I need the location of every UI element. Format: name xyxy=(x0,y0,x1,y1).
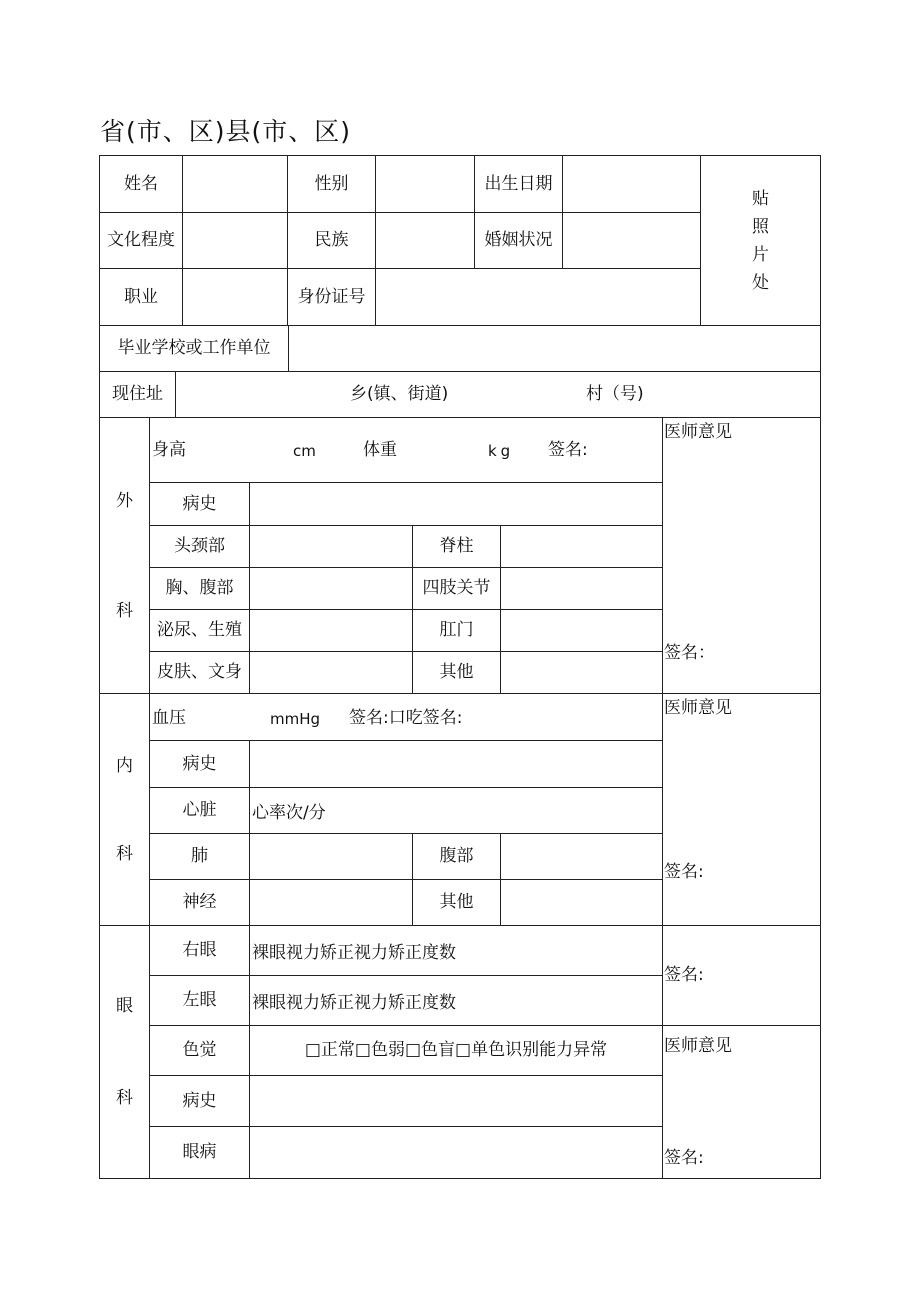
limbs-joints-field[interactable] xyxy=(500,567,663,610)
urogenital-label: 泌尿、生殖 xyxy=(149,609,250,652)
id-number-label: 身份证号 xyxy=(287,268,376,326)
bp-label: 血压 xyxy=(152,708,186,728)
anus-label: 肛门 xyxy=(412,609,501,652)
occupation-field[interactable] xyxy=(182,268,288,326)
bp-sign-text: 签名:口吃签名: xyxy=(349,708,463,728)
internal-history-label: 病史 xyxy=(149,740,250,788)
lung-field[interactable] xyxy=(249,833,413,880)
name-label: 姓名 xyxy=(99,155,183,213)
spine-label: 脊柱 xyxy=(412,525,501,568)
color-vision-label: 色觉 xyxy=(149,1025,250,1076)
internal-other-field[interactable] xyxy=(500,879,663,926)
section-char: 外 xyxy=(116,490,133,511)
eye-history-label: 病史 xyxy=(149,1075,250,1127)
internal-opinion-label: 医师意见 xyxy=(664,698,732,718)
section-char: 眼 xyxy=(116,996,133,1016)
weight-unit: kg xyxy=(488,442,515,460)
gender-label: 性别 xyxy=(287,155,376,213)
eye-disease-label: 眼病 xyxy=(149,1126,250,1179)
skin-tattoo-field[interactable] xyxy=(249,651,413,694)
photo-char: 照 xyxy=(752,216,769,237)
eye-opinion-label: 医师意见 xyxy=(664,1036,732,1056)
id-number-field[interactable] xyxy=(375,268,701,326)
surgery-history-label: 病史 xyxy=(149,482,250,526)
address-town-text: 乡(镇、街道) xyxy=(350,384,449,404)
bp-unit: mmHg xyxy=(270,710,321,728)
lung-label: 肺 xyxy=(149,833,250,880)
address-label: 现住址 xyxy=(99,371,176,418)
internal-abdomen-field[interactable] xyxy=(500,833,663,880)
color-vision-options[interactable]: □正常□色弱□色盲□单色识别能力异常 xyxy=(249,1025,663,1076)
section-char: 科 xyxy=(116,1088,133,1108)
surgery-opinion-sign: 签名： xyxy=(664,643,715,663)
address-village-text: 村（号) xyxy=(586,384,644,404)
internal-section-label xyxy=(99,693,150,926)
height-label: 身高 xyxy=(152,440,186,460)
anus-field[interactable] xyxy=(500,609,663,652)
right-eye-field[interactable]: 裸眼视力矫正视力矫正度数 xyxy=(249,925,663,976)
photo-char: 贴 xyxy=(752,188,769,209)
page-title: 省(市、区)县(市、区) xyxy=(100,117,352,146)
eye-sign-label: 签名: xyxy=(664,965,704,985)
internal-history-field[interactable] xyxy=(249,740,663,788)
right-eye-label: 右眼 xyxy=(149,925,250,976)
heart-label: 心脏 xyxy=(149,787,250,834)
birth-date-field[interactable] xyxy=(562,155,701,213)
weight-label: 体重 xyxy=(363,440,397,460)
surgery-other-label: 其他 xyxy=(412,651,501,694)
surgery-section-label xyxy=(99,417,150,694)
ethnicity-field[interactable] xyxy=(375,212,475,269)
surgery-other-field[interactable] xyxy=(500,651,663,694)
section-char: 内 xyxy=(116,755,133,776)
education-field[interactable] xyxy=(182,212,288,269)
blood-pressure-row[interactable] xyxy=(149,693,663,741)
head-neck-field[interactable] xyxy=(249,525,413,568)
birth-date-label: 出生日期 xyxy=(474,155,563,213)
surgery-history-field[interactable] xyxy=(249,482,663,526)
head-neck-label: 头颈部 xyxy=(149,525,250,568)
surgery-opinion-box[interactable] xyxy=(662,417,821,694)
left-eye-field[interactable]: 裸眼视力矫正视力矫正度数 xyxy=(249,975,663,1026)
section-char: 科 xyxy=(116,600,133,621)
eye-opinion-box[interactable] xyxy=(662,1025,821,1179)
photo-char: 片 xyxy=(752,244,769,265)
marital-status-label: 婚姻状况 xyxy=(474,212,563,269)
ethnicity-label: 民族 xyxy=(287,212,376,269)
eye-disease-field[interactable] xyxy=(249,1126,663,1179)
limbs-joints-label: 四肢关节 xyxy=(412,567,501,610)
chest-abdomen-field[interactable] xyxy=(249,567,413,610)
internal-other-label: 其他 xyxy=(412,879,501,926)
urogenital-field[interactable] xyxy=(249,609,413,652)
eye-section-label xyxy=(99,925,150,1179)
name-field[interactable] xyxy=(182,155,288,213)
height-weight-row[interactable] xyxy=(149,417,663,483)
internal-opinion-sign: 签名: xyxy=(664,862,704,882)
exam-form xyxy=(99,155,821,1179)
nerve-label: 神经 xyxy=(149,879,250,926)
eye-history-field[interactable] xyxy=(249,1075,663,1127)
skin-tattoo-label: 皮肤、文身 xyxy=(149,651,250,694)
eye-sign-box[interactable] xyxy=(662,925,821,1026)
surgery-opinion-label: 医师意见 xyxy=(664,422,732,442)
marital-status-field[interactable] xyxy=(562,212,701,269)
education-label: 文化程度 xyxy=(99,212,183,269)
school-work-field[interactable] xyxy=(288,325,821,372)
surgery-sign-label: 签名: xyxy=(548,440,588,460)
spine-field[interactable] xyxy=(500,525,663,568)
height-unit: cm xyxy=(293,442,316,460)
occupation-label: 职业 xyxy=(99,268,183,326)
eye-opinion-sign: 签名: xyxy=(664,1148,704,1168)
gender-field[interactable] xyxy=(375,155,475,213)
school-work-label: 毕业学校或工作单位 xyxy=(99,325,289,372)
address-field[interactable] xyxy=(175,371,821,418)
left-eye-label: 左眼 xyxy=(149,975,250,1026)
chest-abdomen-label: 胸、腹部 xyxy=(149,567,250,610)
internal-opinion-box[interactable] xyxy=(662,693,821,926)
photo-char: 处 xyxy=(752,272,769,293)
section-char: 科 xyxy=(116,843,133,864)
nerve-field[interactable] xyxy=(249,879,413,926)
internal-abdomen-label: 腹部 xyxy=(412,833,501,880)
heart-rate-field[interactable]: 心率次/分 xyxy=(249,787,663,834)
photo-area[interactable] xyxy=(700,155,821,326)
